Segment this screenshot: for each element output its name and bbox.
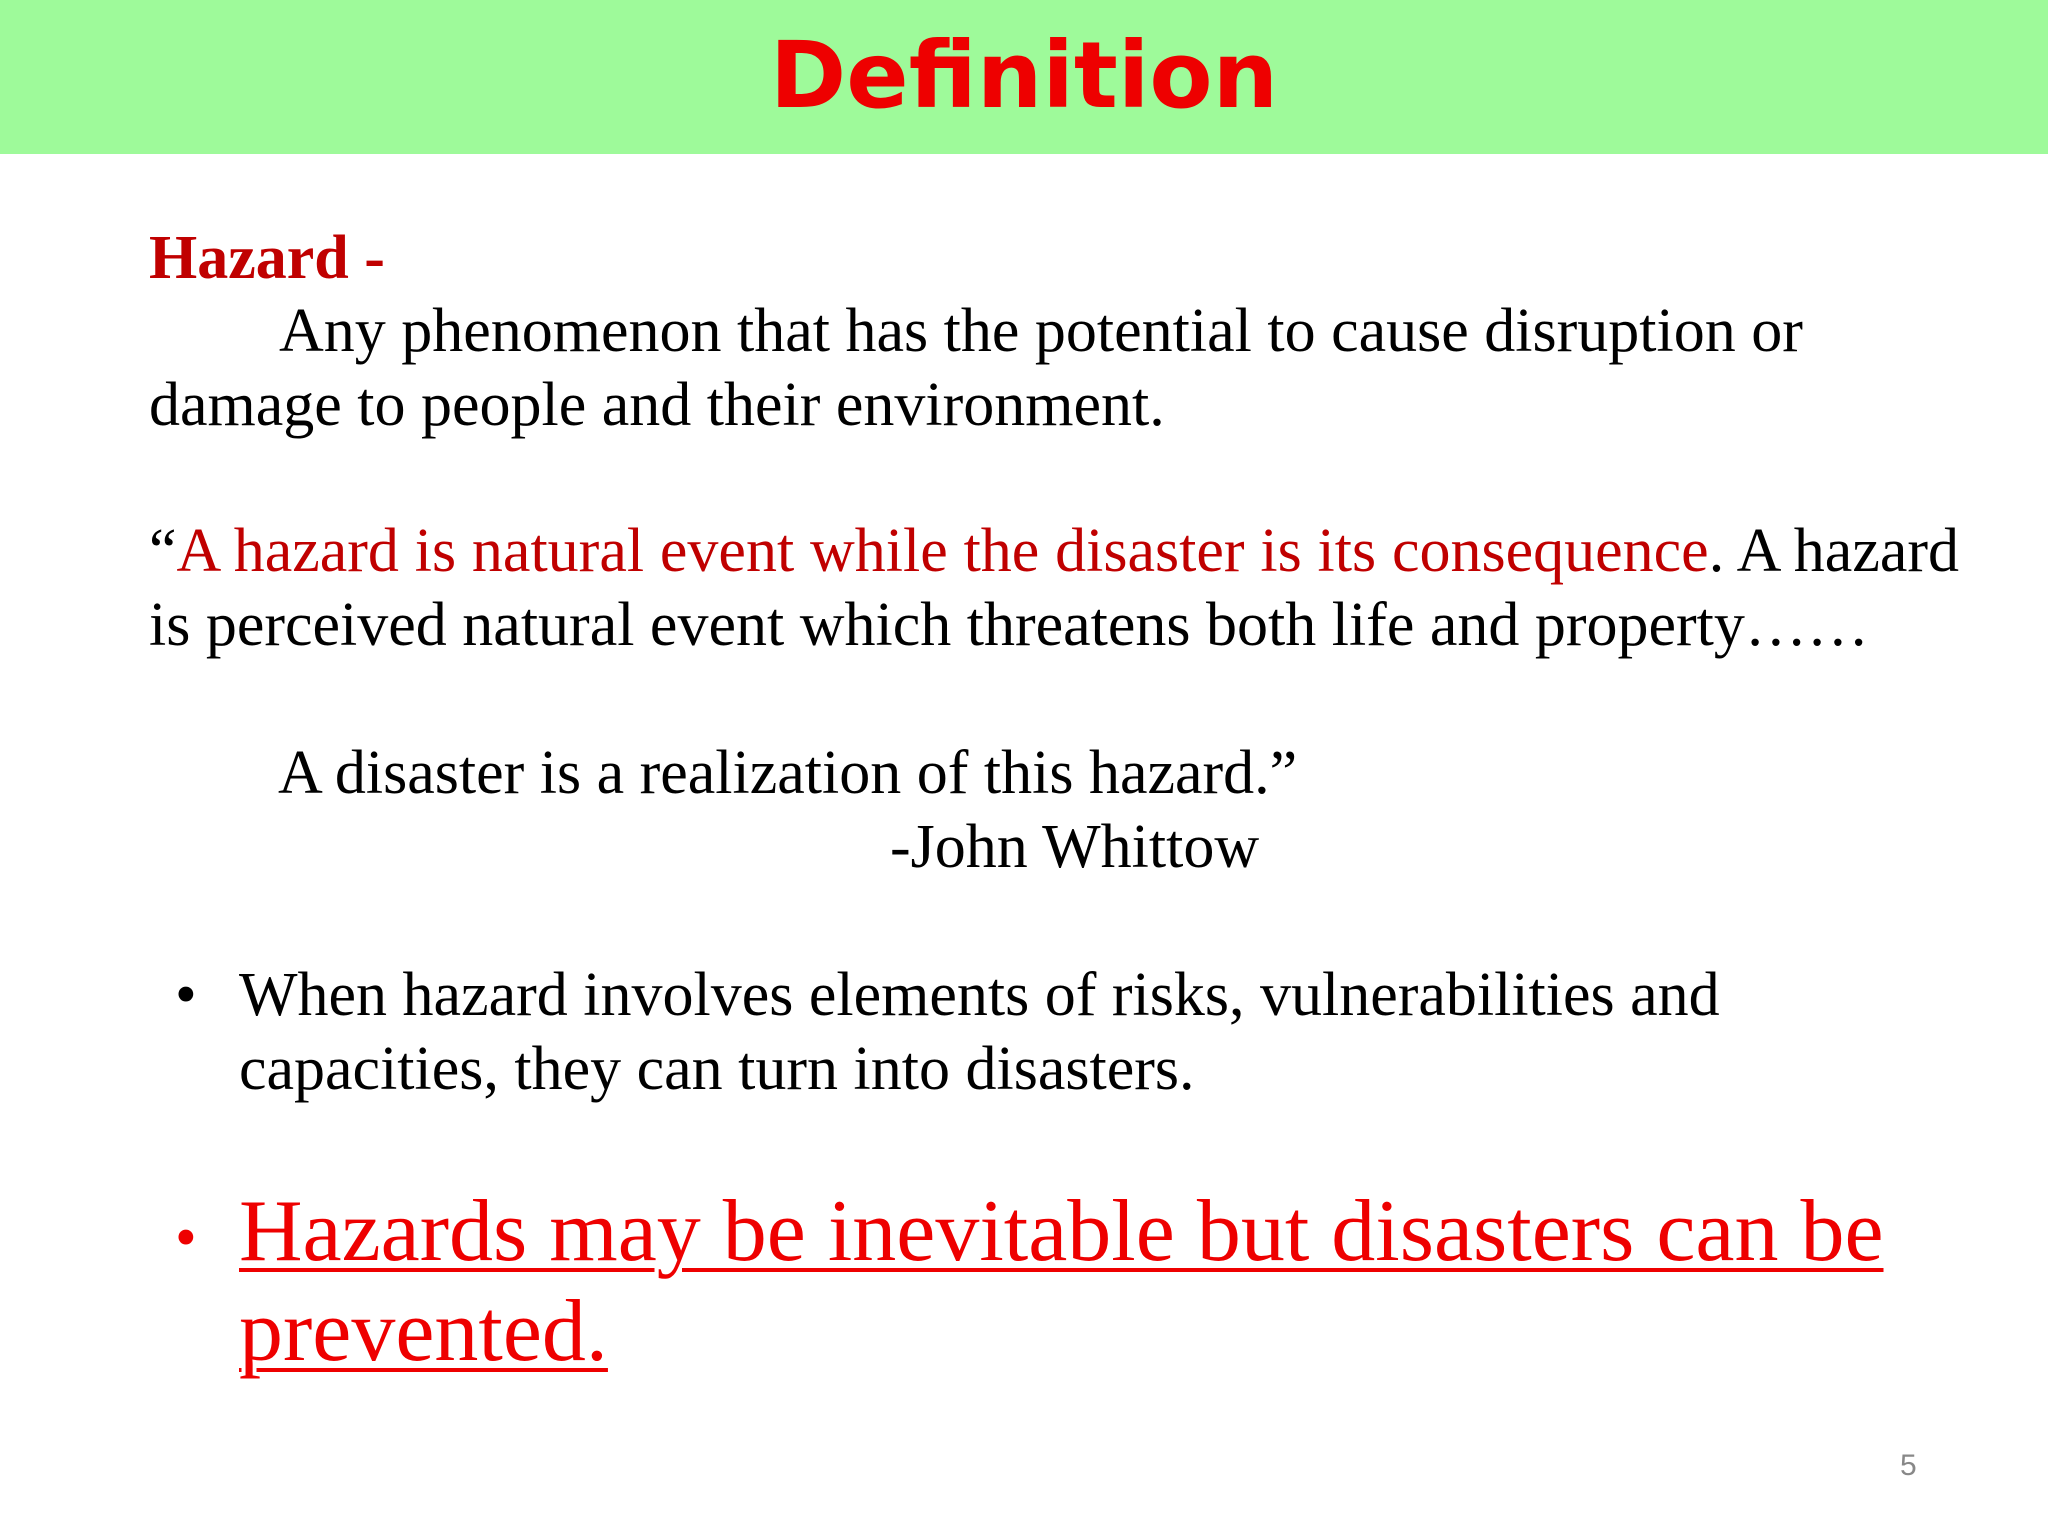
quote-closing-line: A disaster is a realization of this hazard.” xyxy=(278,739,1298,807)
bullet-marker: • xyxy=(175,1204,197,1272)
hazard-definition: Any phenomenon that has the potential to cause disruption or damage to people and their environment. xyxy=(149,297,1803,439)
bullet-text-emphasis: Hazards may be inevitable but disasters can be prevented. xyxy=(239,1183,1884,1380)
bullet-marker: • xyxy=(175,961,197,1029)
page-number: 5 xyxy=(1900,1449,1917,1482)
slide-title: Definition xyxy=(769,22,1279,129)
quote-continuation: . A hazard is perceived natural event which threatens both life and property…… xyxy=(149,517,1960,659)
quote-author: -John Whittow xyxy=(890,813,1260,881)
quote-highlight: A hazard is natural event while the disaster is its consequence xyxy=(176,517,1709,585)
hazard-heading: Hazard - xyxy=(149,224,385,292)
hazard-definition-block xyxy=(149,294,1959,442)
quote-open-mark: “ xyxy=(149,517,177,585)
bullet-text: When hazard involves elements of risks, vulnerabilities and capacities, they can turn into disasters. xyxy=(239,961,1720,1103)
quote-block xyxy=(149,514,1959,662)
